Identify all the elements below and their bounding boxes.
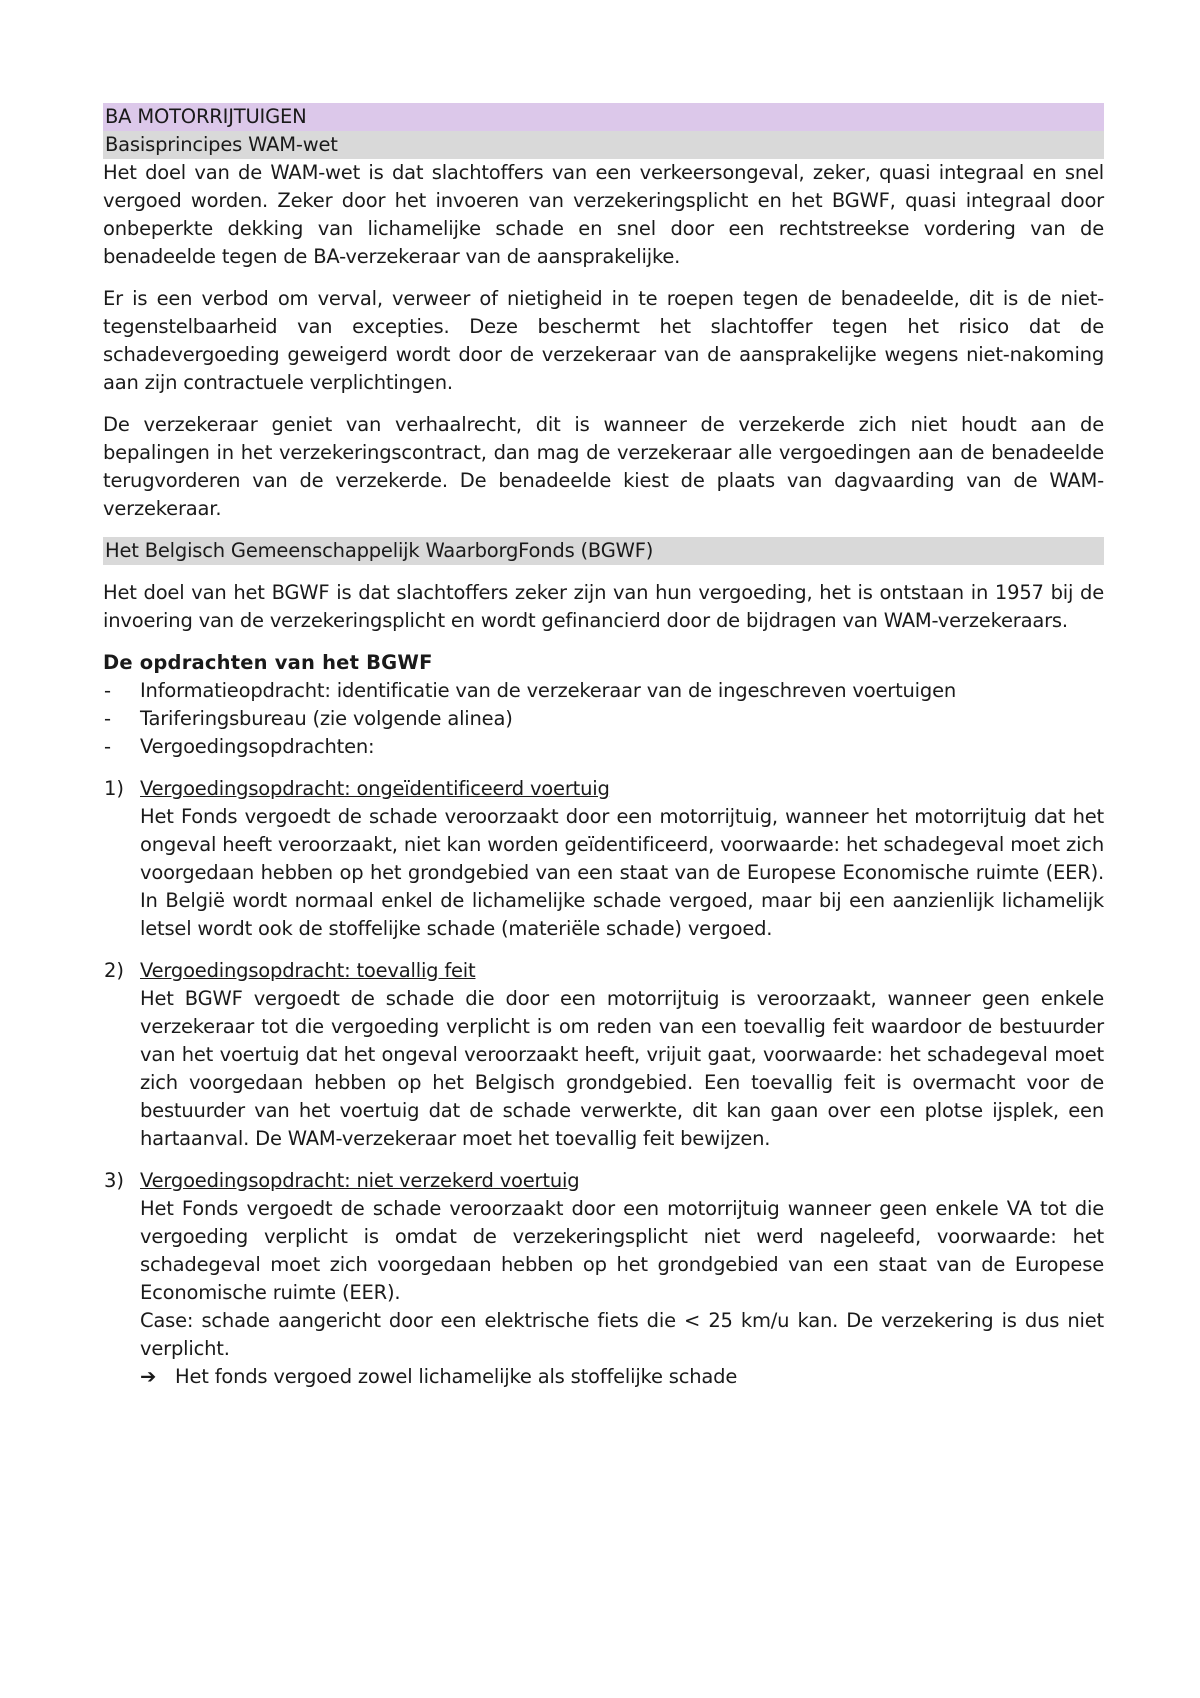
task-text: Vergoedingsopdrachten:	[140, 735, 375, 758]
item-title: Vergoedingsopdracht: niet verzekerd voertuig	[140, 1169, 580, 1192]
dash-bullet: -	[104, 679, 111, 702]
numbered-item-1	[103, 775, 1104, 943]
dash-bullet: -	[104, 707, 111, 730]
list-item	[103, 677, 1104, 705]
list-item	[103, 705, 1104, 733]
item-number: 1)	[104, 777, 125, 800]
document-page	[103, 103, 1104, 1391]
section-heading-bgwf: Het Belgisch Gemeenschappelijk WaarborgFonds (BGWF)	[103, 537, 1104, 565]
item-title: Vergoedingsopdracht: ongeïdentificeerd voertuig	[140, 777, 610, 800]
task-text: Tariferingsbureau (zie volgende alinea)	[140, 707, 513, 730]
intro-paragraph-3: De verzekeraar geniet van verhaalrecht, dit is wanneer de verzekerde zich niet houdt aan de bepalingen in het verzekeringscontract, dan mag de verzekeraar alle vergoedingen aan de benadeelde terugvorderen van de verzekerde. De benadeelde kiest de plaats van dagvaarding van de WAM-verzekeraar.	[103, 413, 1104, 520]
intro-paragraph-1: Het doel van de WAM-wet is dat slachtoffers van een verkeersongeval, zeker, quasi integraal en snel vergoed worden. Zeker door het invoeren van verzekeringsplicht en het BGWF, quasi integraal door onbeperkte dekking van lichamelijke schade en snel door een rechtstreekse vordering van de benadeelde tegen de BA-verzekeraar van de aansprakelijke.	[103, 161, 1104, 268]
item-number: 2)	[104, 959, 125, 982]
tasks-list	[103, 677, 1104, 761]
arrow-right-icon: ➔	[140, 1365, 157, 1388]
item-body: Het Fonds vergoedt de schade veroorzaakt door een motorrijtuig, wanneer het motorrijtuig dat het ongeval heeft veroorzaakt, niet kan worden geïdentificeerd, voorwaarde: het schadegeval moet zich voorgedaan hebben op het grondgebied van een staat van de Europese Economische ruimte (EER). In België wordt normaal enkel de lichamelijke schade vergoed, maar bij een aanzienlijk lichamelijk letsel wordt ook de stoffelijke schade (materiële schade) vergoed.	[140, 805, 1104, 940]
item-number: 3)	[104, 1169, 125, 1192]
task-text: Informatieopdracht: identificatie van de verzekeraar van de ingeschreven voertuigen	[140, 679, 957, 702]
item-body: Het Fonds vergoedt de schade veroorzaakt door een motorrijtuig wanneer geen enkele VA tot die vergoeding verplicht is omdat de verzekeringsplicht niet werd nageleefd, voorwaarde: het schadegeval moet zich voorgedaan hebben op het grondgebied van een staat van de Europese Economische ruimte (EER).	[140, 1197, 1104, 1304]
tasks-heading: De opdrachten van het BGWF	[103, 651, 433, 674]
dash-bullet: -	[104, 735, 111, 758]
section-heading-basisprincipes: Basisprincipes WAM-wet	[103, 131, 1104, 159]
intro-paragraph-2: Er is een verbod om verval, verweer of nietigheid in te roepen tegen de benadeelde, dit is de niet-tegenstelbaarheid van excepties. Deze beschermt het slachtoffer tegen het risico dat de schadevergoeding geweigerd wordt door de verzekeraar van de aansprakelijke wegens niet-nakoming aan zijn contractuele verplichtingen.	[103, 287, 1104, 394]
numbered-item-2	[103, 957, 1104, 1153]
item-case: Case: schade aangericht door een elektrische fiets die < 25 km/u kan. De verzekering is dus niet verplicht.	[140, 1309, 1104, 1360]
numbered-item-3	[103, 1167, 1104, 1391]
document-title: BA MOTORRIJTUIGEN	[103, 103, 1104, 131]
bgwf-paragraph: Het doel van het BGWF is dat slachtoffers zeker zijn van hun vergoeding, het is ontstaan in 1957 bij de invoering van de verzekeringsplicht en wordt gefinancierd door de bijdragen van WAM-verzekeraars.	[103, 581, 1104, 632]
conclusion-line	[140, 1363, 1104, 1391]
item-body: Het BGWF vergoedt de schade die door een motorrijtuig is veroorzaakt, wanneer geen enkele verzekeraar tot die vergoeding verplicht is om reden van een toevallig feit waardoor de bestuurder van het voertuig dat het ongeval veroorzaakt heeft, vrijuit gaat, voorwaarde: het schadegeval moet zich voorgedaan hebben op het Belgisch grondgebied. Een toevallig feit is overmacht voor de bestuurder van het voertuig dat de schade verwerkte, dit kan gaan over een plotse ijsplek, een hartaanval. De WAM-verzekeraar moet het toevallig feit bewijzen.	[140, 987, 1104, 1150]
conclusion-text: Het fonds vergoed zowel lichamelijke als stoffelijke schade	[175, 1365, 738, 1388]
item-title: Vergoedingsopdracht: toevallig feit	[140, 959, 476, 982]
list-item	[103, 733, 1104, 761]
